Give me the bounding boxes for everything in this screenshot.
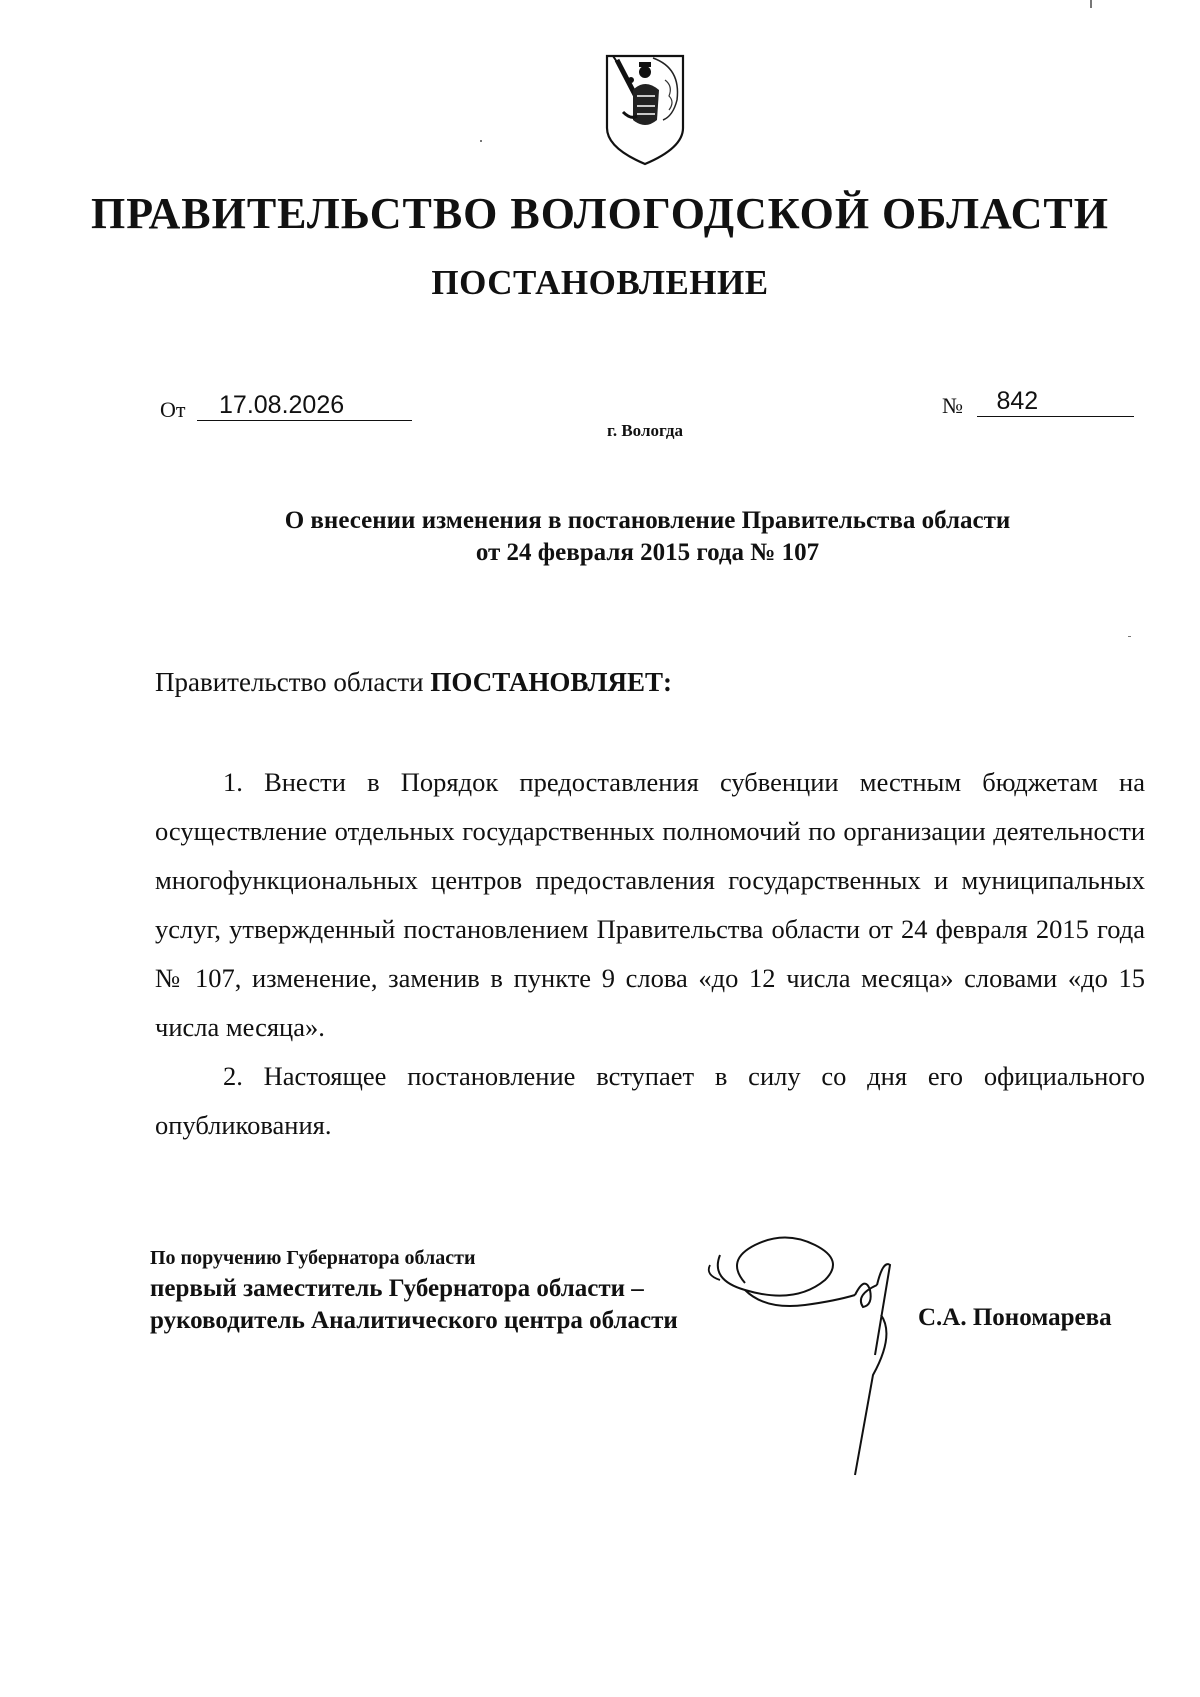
- date-field: [160, 390, 412, 421]
- date-prefix: От: [160, 397, 186, 422]
- signer-name: С.А. Пономарева: [918, 1304, 1112, 1331]
- signature-line-1: По поручению Губернатора области: [150, 1247, 476, 1269]
- signature-line-3: руководитель Аналитического центра области: [150, 1307, 678, 1334]
- document-body: [155, 758, 1145, 1150]
- preamble: [155, 667, 672, 698]
- subject-line-2: от 24 февраля 2015 года № 107: [475, 539, 820, 566]
- document-subject: [150, 505, 1145, 569]
- signature-block: [150, 1243, 678, 1337]
- city-label: г. Вологда: [607, 421, 683, 440]
- body-paragraph-2: 2. Настоящее постановление вступает в силу со дня его официального опубликования.: [155, 1061, 1145, 1140]
- signature-line-2: первый заместитель Губернатора области –: [150, 1275, 644, 1302]
- handwritten-signature: [705, 1235, 925, 1485]
- subject-line-1: О внесении изменения в постановление Правительства области: [284, 507, 1011, 534]
- preamble-emphasis: ПОСТАНОВЛЯЕТ:: [430, 667, 672, 697]
- date-value: 17.08.2026: [197, 390, 412, 421]
- scan-speck: [1128, 636, 1131, 637]
- body-paragraph-1: 1. Внести в Порядок предоставления субвенции местным бюджетам на осуществление отдельных государственных полномочий по организации деятельности многофункциональных центров предоставления государственных и муниципальных услуг, утвержденный постановлением Правительства области от 24 февраля 2015 года № 107, изменение, заменив в пункте 9 слова «до 12 числа месяца» словами «до 15 числа месяца».: [155, 767, 1145, 1042]
- document-type: ПОСТАНОВЛЕНИЕ: [431, 263, 769, 302]
- scan-speck: [480, 140, 482, 142]
- number-value: 842: [977, 386, 1134, 417]
- preamble-text: Правительство области: [155, 667, 424, 697]
- number-field: [942, 386, 1134, 417]
- coat-of-arms-icon: [603, 50, 687, 168]
- org-title: ПРАВИТЕЛЬСТВО ВОЛОГОДСКОЙ ОБЛАСТИ: [91, 189, 1109, 238]
- number-prefix: №: [942, 393, 963, 418]
- scan-speck: [1090, 0, 1092, 8]
